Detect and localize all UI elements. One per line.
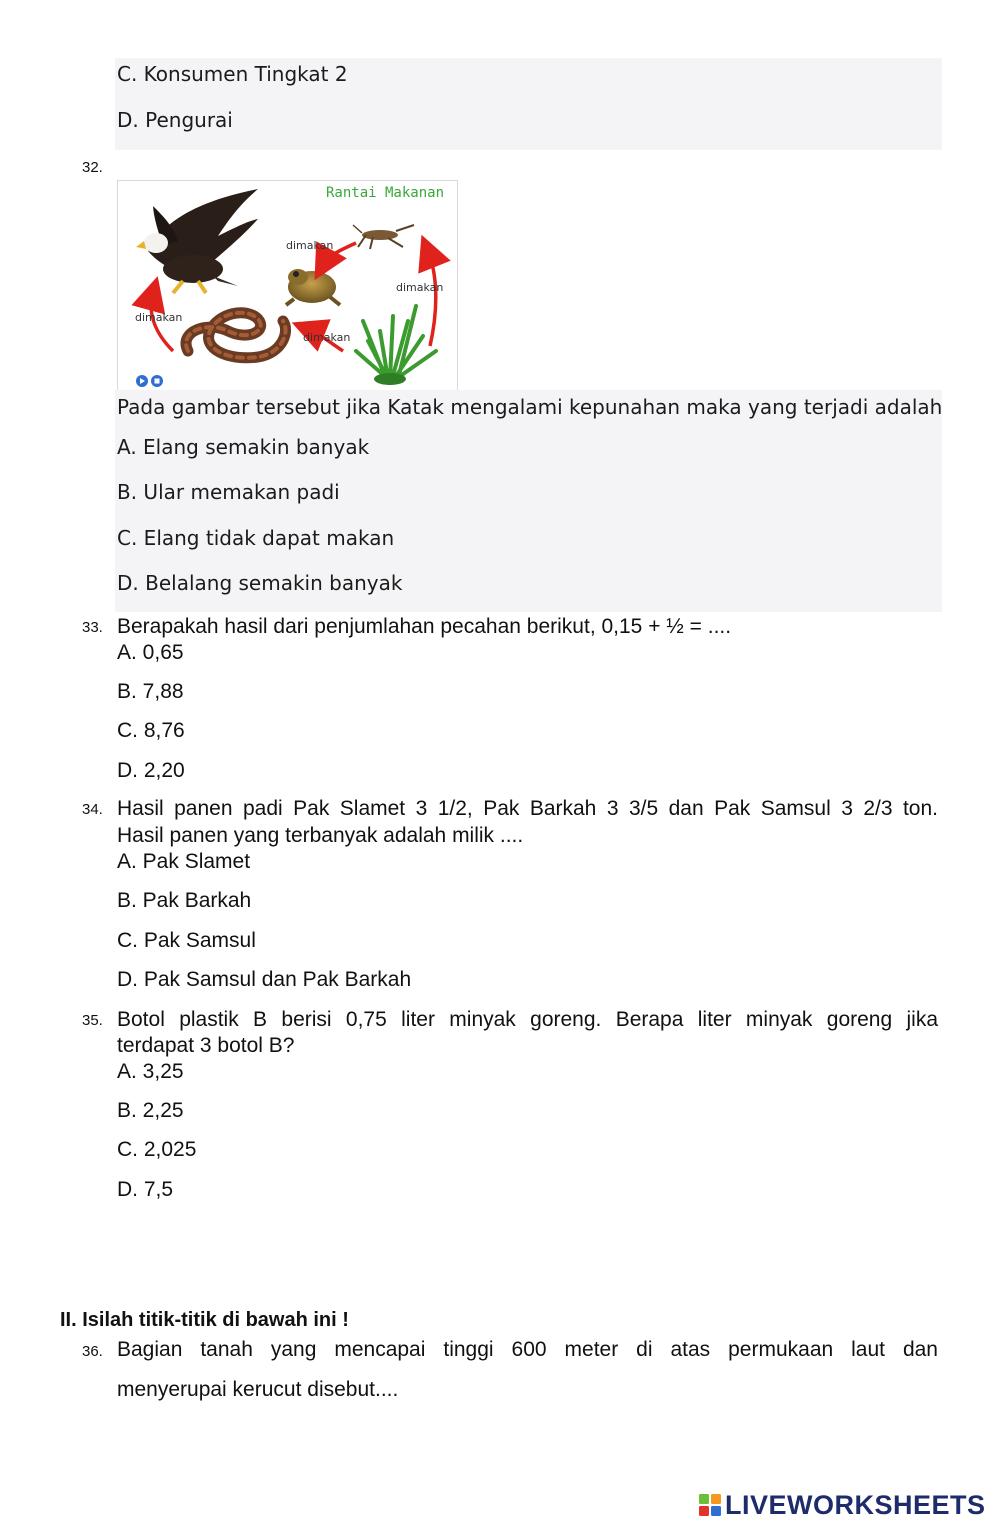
q36-number: 36. <box>82 1343 103 1360</box>
q34-option-c[interactable]: C. Pak Samsul <box>117 929 256 952</box>
q31-option-d[interactable]: D. Pengurai <box>117 108 233 132</box>
q32-option-d[interactable]: D. Belalang semakin banyak <box>117 571 403 595</box>
q33-number: 33. <box>82 619 103 636</box>
q31-option-c[interactable]: C. Konsumen Tingkat 2 <box>117 62 348 86</box>
snake-illustration <box>186 313 286 358</box>
q32-question: Pada gambar tersebut jika Katak mengalami kepunahan maka yang terjadi adalah <box>117 395 943 419</box>
label-dimakan-1: dimakan <box>286 239 334 252</box>
q35-option-d[interactable]: D. 7,5 <box>117 1178 174 1201</box>
q36-question-line2: menyerupai kerucut disebut.... <box>117 1378 399 1401</box>
media-controls[interactable] <box>136 375 163 387</box>
q35-question-line2: terdapat 3 botol B? <box>117 1034 295 1057</box>
q33-option-d[interactable]: D. 2,20 <box>117 759 185 782</box>
q36-question-line1: Bagian tanah yang mencapai tinggi 600 meter di atas permukaan laut dan <box>117 1338 938 1361</box>
q34-option-d[interactable]: D. Pak Samsul dan Pak Barkah <box>117 968 412 991</box>
q33-option-c[interactable]: C. 8,76 <box>117 719 185 742</box>
q33-option-a[interactable]: A. 0,65 <box>117 641 184 664</box>
label-dimakan-3: dimakan <box>303 331 351 344</box>
liveworksheets-brand-text: LIVEWORKSHEETS <box>725 1489 986 1520</box>
frog-illustration <box>286 269 340 305</box>
q34-question-line2: Hasil panen yang terbanyak adalah milik .... <box>117 824 524 847</box>
eagle-illustration <box>136 189 258 293</box>
food-chain-svg <box>118 181 457 390</box>
figure-title: Rantai Makanan <box>326 185 445 201</box>
q33-option-b[interactable]: B. 7,88 <box>117 680 184 703</box>
food-chain-figure <box>117 180 458 391</box>
q33-question: Berapakah hasil dari penjumlahan pecahan berikut, 0,15 + ½ = .... <box>117 615 732 638</box>
q32-option-c[interactable]: C. Elang tidak dapat makan <box>117 526 395 550</box>
label-dimakan-4: dimakan <box>135 311 183 324</box>
q32-number: 32. <box>82 159 103 176</box>
grasshopper-illustration <box>353 225 414 249</box>
q35-question-line1: Botol plastik B berisi 0,75 liter minyak goreng. Berapa liter minyak goreng jika <box>117 1008 938 1031</box>
liveworksheets-logo-icon <box>698 1493 722 1517</box>
q34-number: 34. <box>82 801 103 818</box>
q32-option-a[interactable]: A. Elang semakin banyak <box>117 435 370 459</box>
grass-illustration <box>356 306 436 385</box>
q34-option-a[interactable]: A. Pak Slamet <box>117 850 251 873</box>
q35-option-c[interactable]: C. 2,025 <box>117 1138 197 1161</box>
section2-heading: II. Isilah titik-titik di bawah ini ! <box>60 1309 349 1331</box>
q34-question-line1: Hasil panen padi Pak Slamet 3 1/2, Pak Barkah 3 3/5 dan Pak Samsul 3 2/3 ton. <box>117 797 938 820</box>
q35-option-a[interactable]: A. 3,25 <box>117 1060 184 1083</box>
label-dimakan-2: dimakan <box>396 281 444 294</box>
q35-option-b[interactable]: B. 2,25 <box>117 1099 184 1122</box>
q34-option-b[interactable]: B. Pak Barkah <box>117 889 252 912</box>
q32-option-b[interactable]: B. Ular memakan padi <box>117 480 340 504</box>
q35-number: 35. <box>82 1012 103 1029</box>
liveworksheets-logo[interactable] <box>698 1490 986 1520</box>
